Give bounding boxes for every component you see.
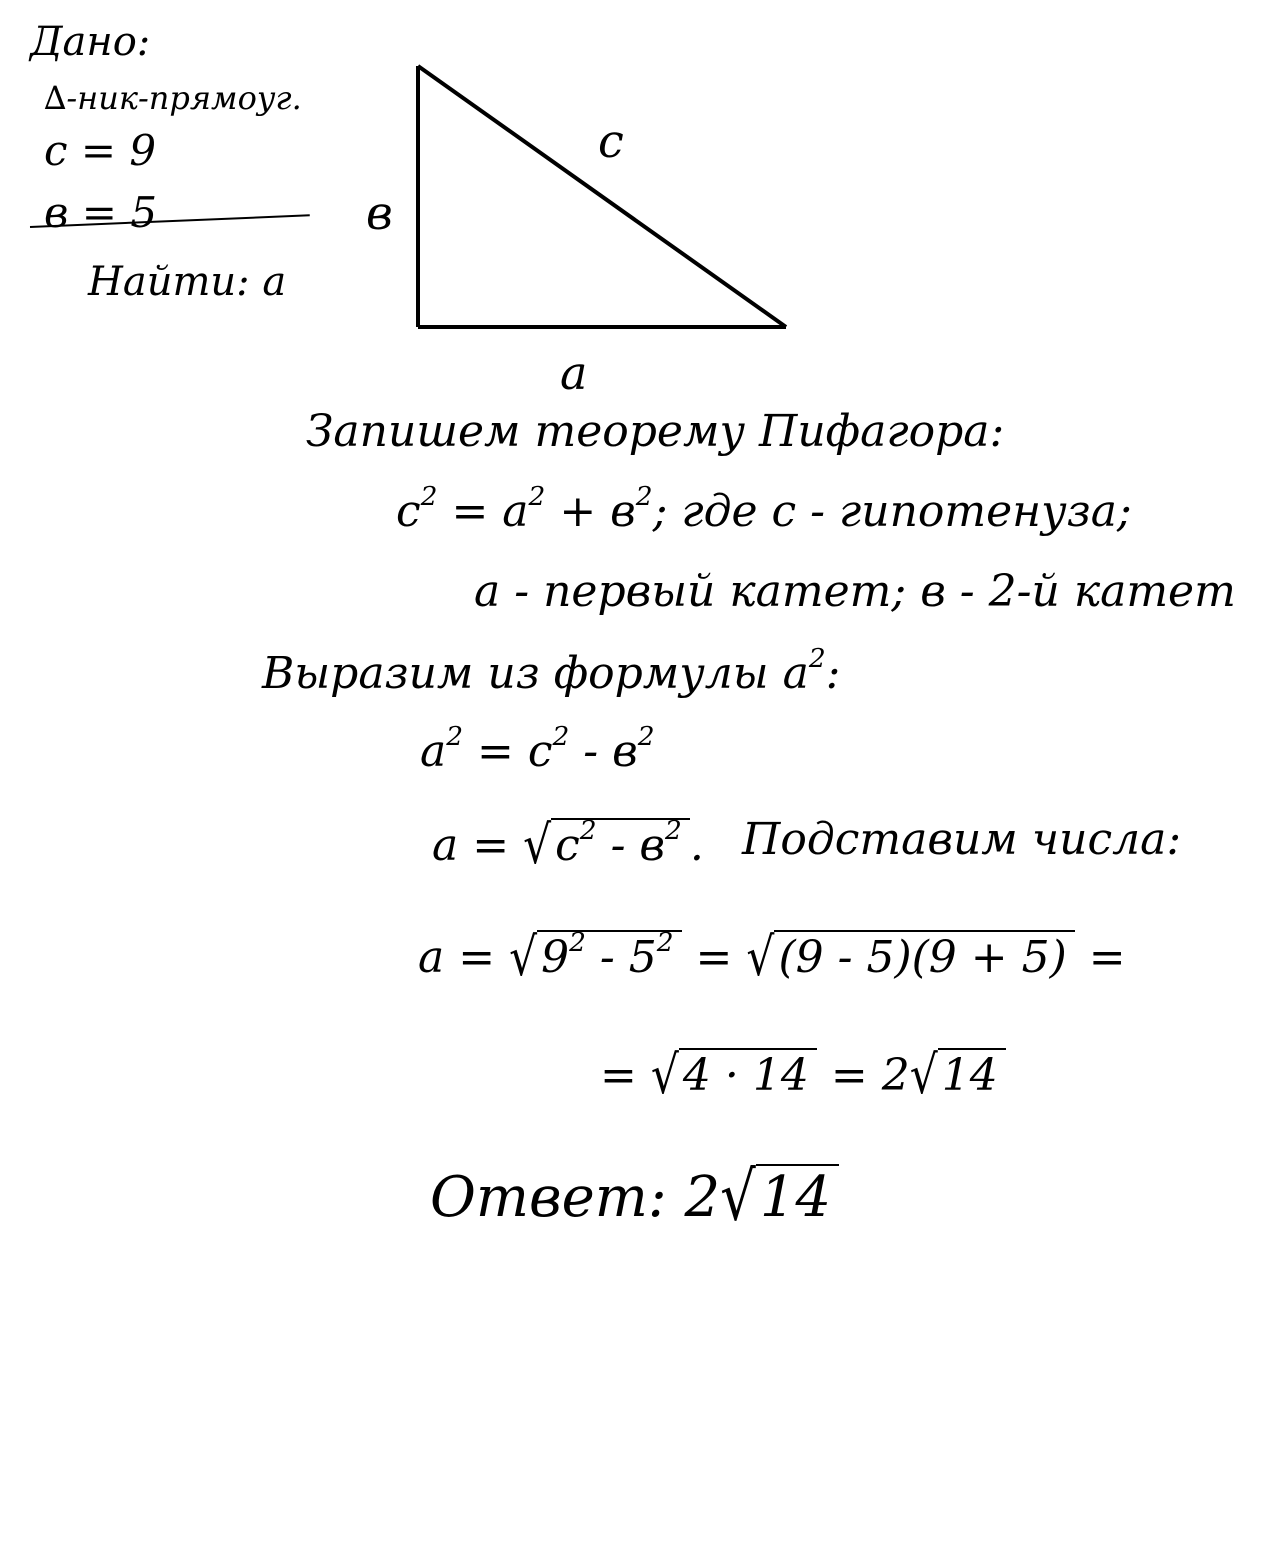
sub-a: a = [418,932,510,983]
sqrt-body: (9 - 5)(9 + 5) [774,930,1074,980]
given-hypotenuse: c = 9 [44,126,157,175]
legs-definition: a - первый катет; в - 2-й катет [474,566,1236,617]
answer-label: Ответ: 2 [430,1165,721,1230]
sqrt-expression [720,1158,839,1237]
sub-end: = [1074,932,1126,983]
formula-c: c [396,486,421,537]
express-exp: 2 [808,642,826,674]
pythagoras-intro: Запишем теорему Пифагора: [306,406,1005,457]
triangle-label-c: c [598,114,624,168]
sub-exp: 2 [656,926,674,958]
triangle-label-b: в [366,186,393,240]
given-title: Дано: [30,19,151,65]
eq-exp: 2 [552,720,570,752]
express-text: Выразим из формулы a [262,648,809,699]
sub-eq: = [681,932,747,983]
substitution-equation [418,926,1126,988]
root-c: c [555,820,580,871]
sqrt-icon: √ [909,1044,938,1106]
sqrt-body: 14 [756,1164,839,1226]
root-exp: 2 [579,814,597,846]
hypotenuse-line [418,66,786,327]
sub-five: - 5 [585,932,657,983]
eq-exp: 2 [637,720,655,752]
express-a-squared [262,642,841,699]
simp-eq: = [600,1050,651,1101]
root-exp: 2 [665,814,682,846]
a-root-equation [432,814,704,876]
express-colon: : [825,648,841,699]
formula-exp: 2 [635,480,653,512]
formula-a: = a [437,486,529,537]
sqrt-icon: √ [650,1044,679,1106]
given-triangle-type: ∆-ник-прямоуг. [44,79,302,117]
eq-b: - в [569,726,638,777]
sub-nine: 9 [541,932,570,983]
sqrt-icon: √ [720,1158,756,1237]
sqrt-body: 4 · 14 [679,1048,817,1098]
find-statement: Найти: a [88,259,287,305]
root-b: - в [596,820,666,871]
sqrt-icon: √ [746,926,775,988]
sqrt-body [551,814,690,871]
given-leg-b: в = 5 [44,188,158,237]
sub-exp: 2 [569,926,586,958]
root-eq-a: a = [432,820,524,871]
sqrt-icon: √ [523,814,552,876]
answer [430,1158,839,1237]
formula-note: ; где c - гипотенуза; [652,486,1132,537]
formula-exp: 2 [420,480,438,512]
sqrt-body: 14 [938,1048,1006,1098]
triangle-label-a: a [560,346,588,400]
root-end: . [689,820,704,871]
sqrt-expression [650,1044,817,1106]
sqrt-expression [909,1044,1006,1106]
sqrt-body [537,926,681,983]
eq-exp: 2 [446,720,464,752]
eq-a: a [420,726,447,777]
sqrt-expression [509,926,681,988]
simplification-equation [600,1044,1006,1106]
a-squared-equation [420,720,655,777]
sqrt-icon: √ [509,926,538,988]
pythagoras-formula [396,480,1132,537]
eq-c: = c [463,726,553,777]
substitute-text: Подставим числа: [742,814,1182,865]
formula-b: + в [545,486,636,537]
simp-mid: = 2 [816,1050,910,1101]
sqrt-expression [523,814,690,876]
sqrt-expression [746,926,1074,988]
formula-exp: 2 [528,480,546,512]
right-triangle-figure [0,0,1264,400]
